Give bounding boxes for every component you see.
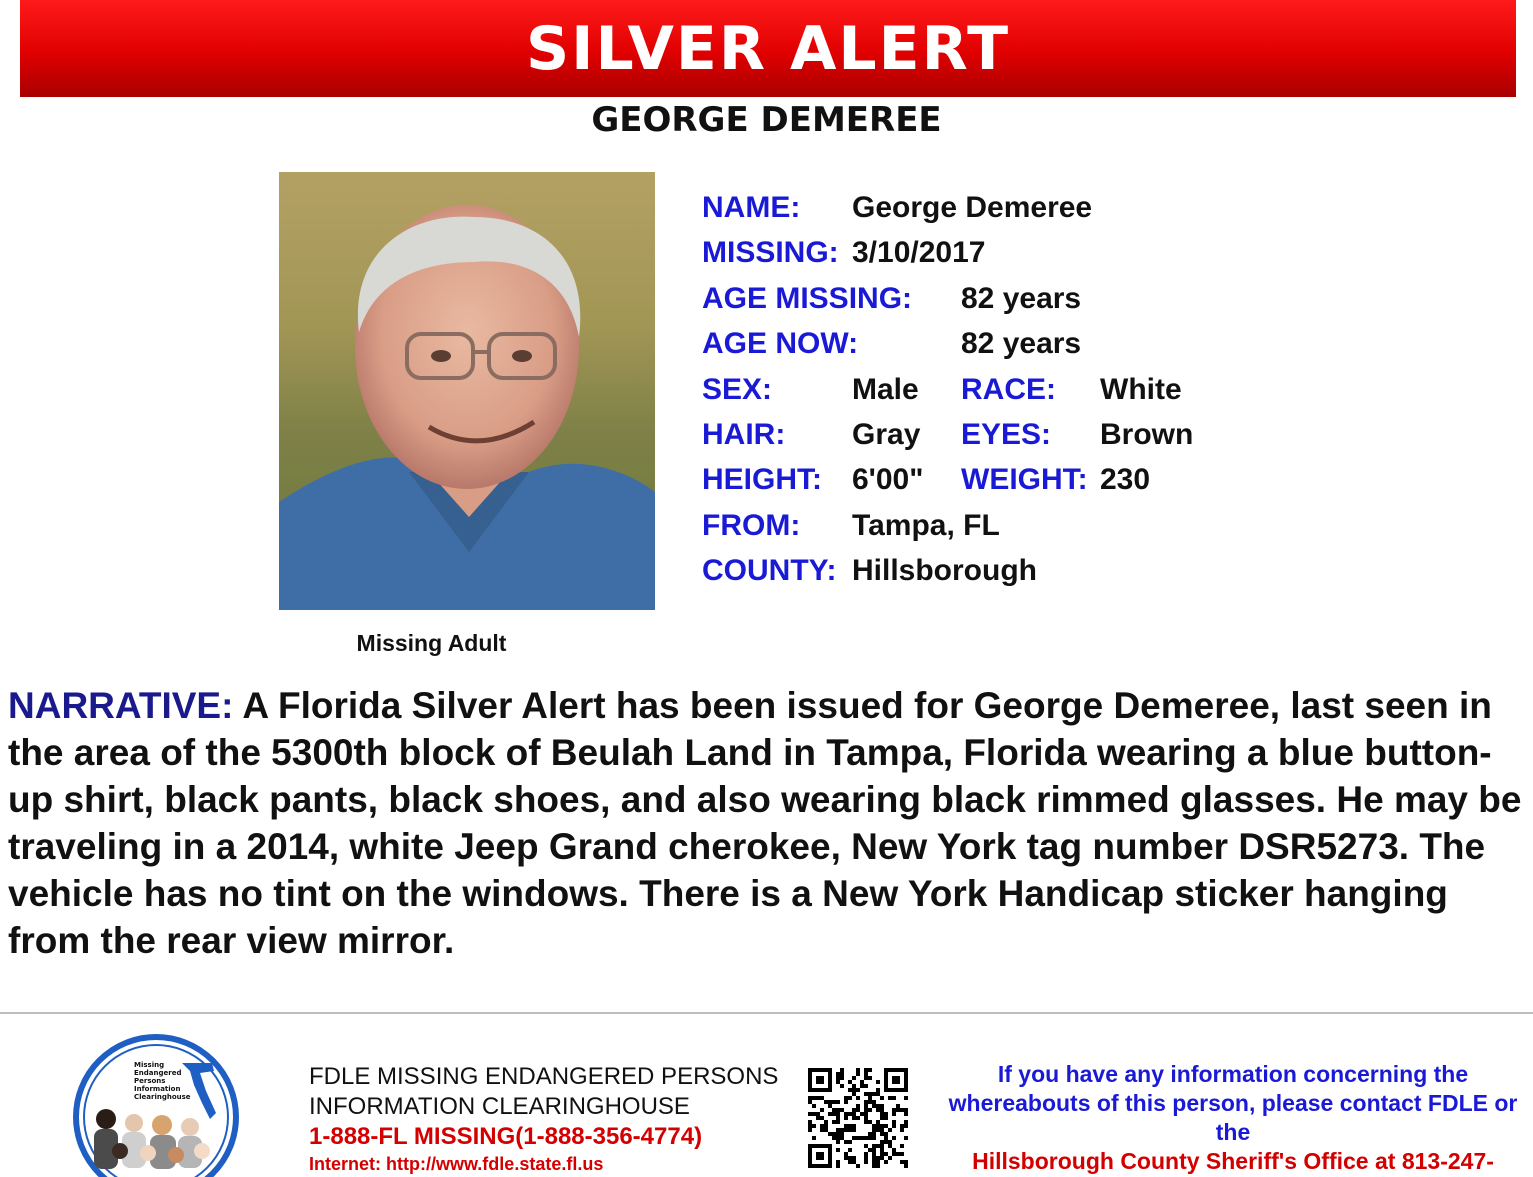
race-value: White xyxy=(1100,373,1182,406)
from-label: FROM: xyxy=(702,509,801,542)
photo-caption: Missing Adult xyxy=(356,630,507,656)
narrative-label: NARRATIVE: xyxy=(8,685,234,726)
clearinghouse-info xyxy=(309,1062,779,1176)
from-value: Tampa, FL xyxy=(852,509,1000,542)
qr-code-icon xyxy=(806,1066,910,1170)
race-label: RACE: xyxy=(961,373,1056,406)
logo-line-2: Endangered xyxy=(134,1069,182,1077)
height-label: HEIGHT: xyxy=(702,463,822,496)
missing-label: MISSING: xyxy=(702,236,839,269)
contact-agency: Hillsborough County Sheriff's Office at 813-247- xyxy=(972,1148,1494,1174)
missing-person-photo xyxy=(279,172,655,610)
footer-divider xyxy=(0,1012,1533,1014)
age-now-label: AGE NOW: xyxy=(702,327,859,360)
name-label: NAME: xyxy=(702,191,801,224)
weight-label: WEIGHT: xyxy=(961,463,1088,496)
sex-label: SEX: xyxy=(702,373,773,406)
logo-line-4: Information xyxy=(134,1085,181,1093)
sex-value: Male xyxy=(852,373,919,406)
logo-line-5: Clearinghouse xyxy=(134,1093,191,1101)
logo-line-3: Persons xyxy=(134,1077,166,1085)
website-link: Internet: http://www.fdle.state.fl.us xyxy=(309,1154,604,1174)
hotline-phone: 1-888-FL MISSING(1-888-356-4774) xyxy=(309,1123,703,1150)
eyes-value: Brown xyxy=(1100,418,1194,451)
contact-info xyxy=(935,1060,1531,1176)
hair-value: Gray xyxy=(852,418,921,451)
eyes-label: EYES: xyxy=(961,418,1052,451)
person-heading: GEORGE DEMEREE xyxy=(591,100,942,140)
portrait-illustration xyxy=(279,172,655,610)
county-label: COUNTY: xyxy=(702,554,837,587)
missing-value: 3/10/2017 xyxy=(852,236,986,269)
narrative xyxy=(8,682,1528,964)
contact-message: If you have any information concerning the whereabouts of this person, please contact FDLE or the xyxy=(948,1061,1518,1145)
age-now-value: 82 years xyxy=(961,327,1082,360)
alert-title: SILVER ALERT xyxy=(525,13,1011,84)
height-value: 6'00" xyxy=(852,463,924,496)
name-value: George Demeree xyxy=(852,191,1093,224)
county-value: Hillsborough xyxy=(852,554,1037,587)
age-missing-value: 82 years xyxy=(961,282,1082,315)
weight-value: 230 xyxy=(1100,463,1151,496)
clearinghouse-line-2: INFORMATION CLEARINGHOUSE xyxy=(309,1093,690,1120)
logo-line-1: Missing xyxy=(134,1061,165,1069)
hair-label: HAIR: xyxy=(702,418,786,451)
age-missing-label: AGE MISSING: xyxy=(702,282,913,315)
clearinghouse-line-1: FDLE MISSING ENDANGERED PERSONS xyxy=(309,1063,779,1090)
narrative-text: A Florida Silver Alert has been issued for George Demeree, last seen in the area of the 5300th block of Beulah Land in Tampa, Florida wearing a blue button-up shirt, black pants, black shoes, and also wearing black rimmed glasses. He may be traveling in a 2014, white Jeep Grand cherokee, New York tag number DSR5273. The vehicle has no tint on the windows. There is a New York Handicap sticker hanging from the rear view mirror. xyxy=(8,685,1522,961)
clearinghouse-logo xyxy=(72,1033,240,1177)
logo-seal-icon xyxy=(72,1033,240,1177)
alert-banner xyxy=(20,0,1516,97)
